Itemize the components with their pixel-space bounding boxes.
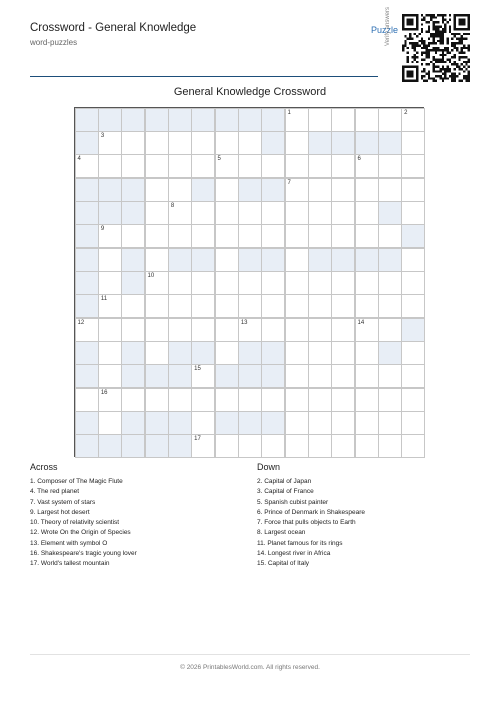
grid-cell[interactable] [191,271,215,295]
clue-number: 1 [287,109,291,116]
grid-cell[interactable] [168,388,192,412]
grid-cell[interactable] [215,248,239,272]
grid-cell[interactable] [168,224,192,248]
grid-cell[interactable] [145,318,169,342]
down-clue: 6. Prince of Denmark in Shakespeare [257,508,366,516]
grid-cell-blocked [168,108,192,132]
grid-cell[interactable] [261,271,285,295]
clue-number: 15 [194,366,201,373]
grid-cell[interactable] [215,318,239,342]
footer-divider [30,654,470,655]
grid-cell-blocked [261,364,285,388]
grid-cell-blocked [75,108,99,132]
grid-cell-blocked [401,224,425,248]
grid-cell[interactable] [401,294,425,318]
grid-cell[interactable] [215,341,239,365]
puzzle-title: General Knowledge Crossword [173,86,327,98]
grid-cell[interactable] [98,294,122,318]
grid-cell-blocked [75,271,99,295]
grid-cell[interactable] [215,388,239,412]
grid-cell[interactable] [331,318,355,342]
grid-cell[interactable] [145,131,169,155]
grid-cell[interactable] [98,154,122,178]
grid-cell-blocked [261,131,285,155]
grid-cell-blocked [75,341,99,365]
grid-cell-blocked [121,108,145,132]
across-clue: 17. World's tallest mountain [30,560,110,568]
grid-cell[interactable] [308,364,332,388]
grid-cell[interactable] [121,131,145,155]
grid-cell[interactable] [145,224,169,248]
grid-cell-blocked [145,411,169,435]
grid-cell-blocked [75,201,99,225]
grid-cell[interactable] [308,388,332,412]
grid-cell[interactable] [285,294,309,318]
grid-cell[interactable] [355,224,379,248]
grid-cell-blocked [261,341,285,365]
grid-cell[interactable] [331,411,355,435]
grid-cell-blocked [238,411,262,435]
grid-cell[interactable] [308,341,332,365]
grid-cell[interactable] [331,341,355,365]
grid-cell[interactable] [238,224,262,248]
document-subtitle: word-puzzles [30,38,78,47]
grid-cell-blocked [191,108,215,132]
grid-cell[interactable] [191,318,215,342]
grid-cell[interactable] [168,178,192,202]
grid-cell[interactable] [98,131,122,155]
grid-cell-blocked [238,108,262,132]
grid-cell[interactable] [145,154,169,178]
grid-cell[interactable] [355,108,379,132]
grid-cell[interactable] [308,154,332,178]
grid-cell[interactable] [145,248,169,272]
clue-number: 14 [357,319,365,326]
down-clue: 3. Capital of France [257,488,314,496]
grid-cell[interactable] [261,294,285,318]
grid-cell-blocked [145,434,169,458]
grid-cell[interactable] [308,271,332,295]
grid-cell[interactable] [98,411,122,435]
grid-cell-blocked [191,178,215,202]
grid-cell[interactable] [401,108,425,132]
clue-number: 8 [170,202,175,209]
grid-cell[interactable] [191,201,215,225]
grid-cell[interactable] [98,271,122,295]
grid-cell[interactable] [331,201,355,225]
grid-cell[interactable] [285,411,309,435]
grid-cell-blocked [191,248,215,272]
grid-cell-blocked [121,271,145,295]
grid-cell[interactable] [261,388,285,412]
grid-cell[interactable] [401,341,425,365]
grid-cell-blocked [75,411,99,435]
grid-cell[interactable] [285,154,309,178]
grid-cell[interactable] [308,108,332,132]
grid-cell[interactable] [215,434,239,458]
grid-cell[interactable] [75,388,99,412]
across-clue: 10. Theory of relativity scientist [30,519,120,527]
grid-cell[interactable] [238,154,262,178]
grid-cell-blocked [98,201,122,225]
grid-cell[interactable] [378,178,402,202]
grid-cell[interactable] [378,271,402,295]
qr-caption: Verify answers [385,6,391,46]
down-clue: 11. Planet famous for its rings [257,539,343,547]
grid-cell[interactable] [238,271,262,295]
grid-cell[interactable] [378,388,402,412]
grid-cell[interactable] [168,318,192,342]
grid-cell[interactable] [75,154,99,178]
grid-cell[interactable] [355,201,379,225]
grid-cell-blocked [191,341,215,365]
grid-cell-blocked [215,108,239,132]
grid-cell[interactable] [98,248,122,272]
grid-cell-blocked [238,178,262,202]
grid-cell[interactable] [355,364,379,388]
grid-cell[interactable] [261,201,285,225]
clue-number: 13 [240,319,248,326]
grid-cell[interactable] [121,224,145,248]
puzzle-label: Puzzle [371,25,399,35]
grid-cell-blocked [238,341,262,365]
grid-cell-blocked [378,131,402,155]
grid-cell[interactable] [401,248,425,272]
grid-cell[interactable] [331,364,355,388]
grid-cell[interactable] [401,131,425,155]
grid-cell[interactable] [401,271,425,295]
clue-number: 7 [287,179,291,186]
grid-cell-blocked [121,411,145,435]
across-clue: 9. Largest hot desert [30,508,90,516]
grid-cell[interactable] [285,388,309,412]
grid-cell[interactable] [191,364,215,388]
grid-cell[interactable] [238,201,262,225]
grid-cell-blocked [378,341,402,365]
grid-cell[interactable] [401,388,425,412]
grid-cell[interactable] [145,271,169,295]
grid-cell[interactable] [98,364,122,388]
grid-cell[interactable] [355,434,379,458]
grid-cell[interactable] [355,294,379,318]
across-clue: 13. Element with symbol O [30,539,108,547]
clue-number: 10 [147,272,155,279]
grid-cell[interactable] [378,434,402,458]
grid-cell[interactable] [215,154,239,178]
grid-cell-blocked [308,248,332,272]
grid-cell-blocked [75,294,99,318]
grid-cell-blocked [75,248,99,272]
grid-cell-blocked [75,224,99,248]
grid-cell[interactable] [308,318,332,342]
clue-number: 16 [100,389,108,396]
clue-number: 17 [194,436,201,443]
grid-cell[interactable] [168,294,192,318]
grid-cell[interactable] [145,388,169,412]
down-clue: 7. Force that pulls objects to Earth [257,519,356,527]
grid-cell[interactable] [378,411,402,435]
grid-cell[interactable] [401,364,425,388]
grid-cell[interactable] [285,248,309,272]
grid-cell[interactable] [355,411,379,435]
grid-cell-blocked [168,341,192,365]
grid-cell[interactable] [261,224,285,248]
grid-cell[interactable] [168,271,192,295]
grid-cell-blocked [215,411,239,435]
grid-cell-blocked [121,434,145,458]
grid-cell-blocked [121,364,145,388]
grid-cell-blocked [98,178,122,202]
grid-cell[interactable] [378,318,402,342]
across-clue: 12. Wrote On the Origin of Species [30,529,131,537]
grid-cell[interactable] [168,131,192,155]
down-heading: Down [257,462,281,472]
grid-cell[interactable] [191,131,215,155]
grid-cell[interactable] [401,434,425,458]
clue-number: 11 [100,296,108,303]
grid-cell[interactable] [191,154,215,178]
grid-cell[interactable] [401,154,425,178]
grid-cell[interactable] [285,271,309,295]
grid-cell[interactable] [121,388,145,412]
grid-cell[interactable] [145,294,169,318]
grid-cell[interactable] [145,201,169,225]
grid-cell[interactable] [401,178,425,202]
down-clue: 15. Capital of Italy [257,560,310,568]
grid-cell[interactable] [331,388,355,412]
grid-cell-blocked [121,178,145,202]
grid-cell[interactable] [401,201,425,225]
grid-cell[interactable] [191,434,215,458]
grid-cell-blocked [378,248,402,272]
grid-cell[interactable] [285,224,309,248]
grid-cell[interactable] [355,271,379,295]
grid-cell-blocked [98,108,122,132]
grid-cell[interactable] [308,178,332,202]
across-clue: 7. Vast system of stars [30,498,96,506]
grid-cell[interactable] [215,271,239,295]
grid-cell[interactable] [308,411,332,435]
grid-cell[interactable] [285,341,309,365]
grid-cell-blocked [238,248,262,272]
across-clue-list [30,477,137,570]
grid-cell[interactable] [331,154,355,178]
grid-cell[interactable] [168,201,192,225]
grid-cell[interactable] [238,388,262,412]
grid-cell-blocked [121,341,145,365]
grid-cell[interactable] [285,318,309,342]
grid-cell[interactable] [121,318,145,342]
grid-cell[interactable] [331,294,355,318]
grid-cell[interactable] [285,108,309,132]
grid-cell-blocked [355,131,379,155]
grid-cell[interactable] [98,224,122,248]
grid-cell[interactable] [121,294,145,318]
footer-copyright: © 2026 PrintablesWorld.com. All rights reserved. [180,664,320,671]
grid-cell[interactable] [215,178,239,202]
grid-cell[interactable] [378,364,402,388]
grid-cell[interactable] [331,271,355,295]
across-clue: 4. The red planet [30,488,80,496]
grid-cell[interactable] [98,341,122,365]
grid-cell[interactable] [121,154,145,178]
grid-cell-blocked [121,201,145,225]
grid-cell[interactable] [331,434,355,458]
grid-cell[interactable] [238,294,262,318]
grid-cell[interactable] [261,434,285,458]
clue-number: 5 [217,156,221,163]
grid-cell-blocked [75,434,99,458]
grid-cell-blocked [331,131,355,155]
grid-cell[interactable] [308,201,332,225]
grid-cell[interactable] [331,178,355,202]
grid-cell-blocked [98,434,122,458]
grid-cell-blocked [261,108,285,132]
grid-cell-blocked [75,131,99,155]
grid-cell[interactable] [191,224,215,248]
grid-cell[interactable] [285,201,309,225]
grid-cell-blocked [261,178,285,202]
grid-cell[interactable] [285,434,309,458]
grid-cell[interactable] [261,154,285,178]
down-clue: 14. Longest river in Africa [257,550,331,558]
grid-cell[interactable] [378,224,402,248]
grid-cell[interactable] [191,388,215,412]
grid-cell[interactable] [308,434,332,458]
clue-number: 6 [357,156,361,163]
grid-cell[interactable] [378,108,402,132]
clue-number: 4 [77,156,81,163]
grid-cell[interactable] [145,178,169,202]
grid-cell-blocked [331,248,355,272]
clue-number: 9 [100,226,105,233]
document-title: Crossword - General Knowledge [30,22,197,34]
grid-cell[interactable] [191,411,215,435]
grid-cell-blocked [401,318,425,342]
grid-cell[interactable] [215,131,239,155]
grid-cell[interactable] [355,318,379,342]
grid-cell-blocked [355,248,379,272]
down-clue: 2. Capital of Japan [257,478,312,485]
grid-cell[interactable] [238,434,262,458]
grid-cell[interactable] [215,294,239,318]
grid-cell[interactable] [285,131,309,155]
grid-cell-blocked [168,411,192,435]
grid-cell-blocked [215,364,239,388]
grid-cell[interactable] [98,388,122,412]
grid-cell-blocked [121,248,145,272]
grid-cell[interactable] [238,318,262,342]
grid-cell[interactable] [401,411,425,435]
grid-cell[interactable] [238,131,262,155]
grid-cell-blocked [145,108,169,132]
grid-cell[interactable] [378,154,402,178]
grid-cell[interactable] [285,364,309,388]
clue-number: 2 [404,109,408,116]
grid-cell[interactable] [378,294,402,318]
grid-cell[interactable] [355,154,379,178]
down-clue: 5. Spanish cubist painter [257,498,329,506]
down-clue-list [257,477,365,570]
clue-number: 3 [100,132,105,139]
grid-cell[interactable] [308,224,332,248]
grid-cell[interactable] [355,341,379,365]
grid-cell[interactable] [261,318,285,342]
grid-cell[interactable] [331,108,355,132]
header-divider [30,76,378,77]
grid-cell-blocked [308,131,332,155]
crossword-grid [74,107,424,457]
grid-cell[interactable] [355,178,379,202]
grid-cell-blocked [261,248,285,272]
grid-cell-blocked [75,178,99,202]
grid-cell[interactable] [75,318,99,342]
grid-cell[interactable] [191,294,215,318]
clue-number: 12 [77,319,85,326]
across-clue: 1. Composer of The Magic Flute [30,478,123,485]
grid-cell[interactable] [98,318,122,342]
grid-cell[interactable] [308,294,332,318]
grid-cell-blocked [168,364,192,388]
grid-cell[interactable] [355,388,379,412]
grid-cell[interactable] [145,341,169,365]
grid-cell[interactable] [168,154,192,178]
across-clue: 16. Shakespeare's tragic young lover [30,550,137,558]
down-clue: 8. Largest ocean [257,529,306,537]
grid-cell-blocked [238,364,262,388]
grid-cell-blocked [378,201,402,225]
grid-cell[interactable] [215,224,239,248]
grid-cell-blocked [145,364,169,388]
grid-cell[interactable] [331,224,355,248]
grid-cell-blocked [168,248,192,272]
qr-code-icon [402,14,470,82]
grid-cell-blocked [168,434,192,458]
across-heading: Across [30,462,58,472]
grid-cell[interactable] [285,178,309,202]
grid-cell-blocked [261,411,285,435]
grid-cell[interactable] [215,201,239,225]
grid-cell-blocked [75,364,99,388]
